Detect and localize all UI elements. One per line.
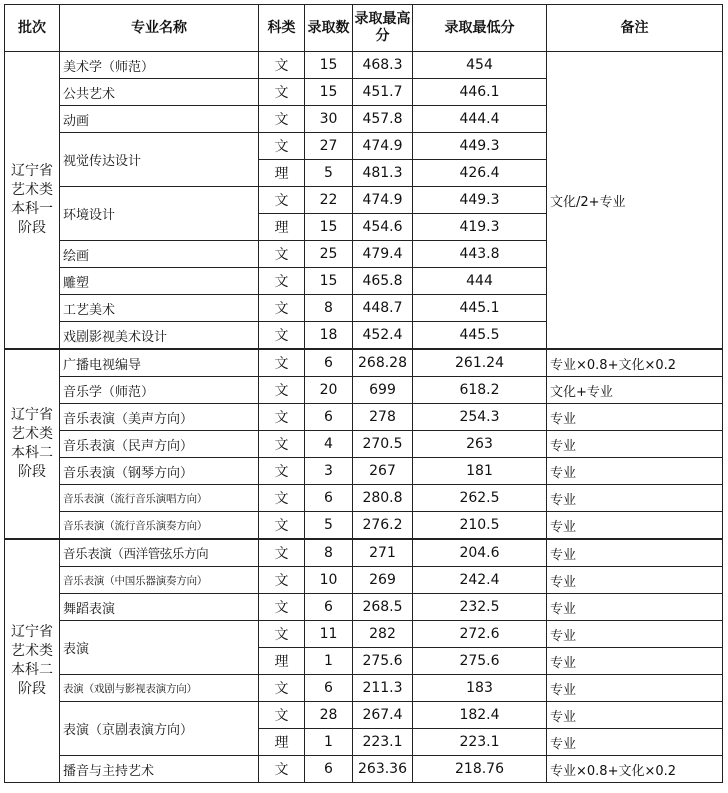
count-cell: 6 <box>305 675 353 702</box>
count-cell: 3 <box>305 458 353 485</box>
table-row <box>5 377 723 404</box>
min-score-cell: 446.1 <box>413 79 547 106</box>
table-row <box>5 512 723 540</box>
count-cell: 6 <box>305 349 353 377</box>
count-cell: 1 <box>305 648 353 675</box>
count-cell: 11 <box>305 621 353 648</box>
batch-line: 阶段 <box>18 220 46 236</box>
major-name-cell: 表演（京剧表演方向） <box>60 702 259 756</box>
count-cell: 20 <box>305 377 353 404</box>
min-score-cell: 261.24 <box>413 349 547 377</box>
admission-table-container <box>4 4 724 783</box>
min-score-cell: 445.1 <box>413 295 547 322</box>
note-cell: 专业×0.8+文化×0.2 <box>547 349 723 377</box>
min-score-cell: 618.2 <box>413 377 547 404</box>
max-score-cell: 275.6 <box>353 648 413 675</box>
batch-cell <box>5 52 60 350</box>
table-row <box>5 594 723 621</box>
max-score-cell: 481.3 <box>353 160 413 187</box>
count-cell: 6 <box>305 756 353 783</box>
max-score-cell: 268.28 <box>353 349 413 377</box>
subject-cell: 文 <box>259 52 305 79</box>
min-score-cell: 183 <box>413 675 547 702</box>
note-cell: 专业 <box>547 621 723 648</box>
subject-cell: 理 <box>259 648 305 675</box>
count-cell: 10 <box>305 567 353 594</box>
major-name-cell: 音乐表演（民声方向） <box>60 431 259 458</box>
min-score-cell: 254.3 <box>413 404 547 431</box>
count-cell: 1 <box>305 729 353 756</box>
max-score-cell: 474.9 <box>353 187 413 214</box>
subject-cell: 文 <box>259 241 305 268</box>
major-name-cell: 动画 <box>60 106 259 133</box>
major-name-cell: 音乐表演（流行音乐演奏方向） <box>60 512 259 540</box>
subject-cell: 文 <box>259 133 305 160</box>
subject-cell: 文 <box>259 512 305 540</box>
max-score-cell: 268.5 <box>353 594 413 621</box>
max-score-cell: 270.5 <box>353 431 413 458</box>
batch-line: 辽宁省 <box>11 163 53 179</box>
batch-line: 辽宁省 <box>11 407 53 423</box>
batch-line: 本科二 <box>11 662 53 678</box>
count-cell: 8 <box>305 295 353 322</box>
note-cell: 专业 <box>547 567 723 594</box>
min-score-cell: 449.3 <box>413 133 547 160</box>
table-row <box>5 431 723 458</box>
max-score-cell: 468.3 <box>353 52 413 79</box>
count-cell: 5 <box>305 160 353 187</box>
max-score-cell: 280.8 <box>353 485 413 512</box>
table-row <box>5 52 723 79</box>
batch-line: 辽宁省 <box>11 624 53 640</box>
max-score-cell: 454.6 <box>353 214 413 241</box>
subject-cell: 理 <box>259 214 305 241</box>
max-score-cell: 451.7 <box>353 79 413 106</box>
count-cell: 15 <box>305 268 353 295</box>
header-max-score: 录取最高分 <box>353 5 413 52</box>
note-cell: 专业 <box>547 729 723 756</box>
table-row <box>5 539 723 567</box>
min-score-cell: 263 <box>413 431 547 458</box>
major-name-cell: 音乐表演（中国乐器演奏方向） <box>60 567 259 594</box>
count-cell: 8 <box>305 539 353 567</box>
count-cell: 15 <box>305 214 353 241</box>
min-score-cell: 419.3 <box>413 214 547 241</box>
header-min-score: 录取最低分 <box>413 5 547 52</box>
subject-cell: 文 <box>259 675 305 702</box>
table-row <box>5 458 723 485</box>
table-row <box>5 756 723 783</box>
batch-cell <box>5 349 60 539</box>
note-cell: 专业×0.8+文化×0.2 <box>547 756 723 783</box>
max-score-cell: 282 <box>353 621 413 648</box>
batch-line: 阶段 <box>18 464 46 480</box>
count-cell: 5 <box>305 512 353 540</box>
min-score-cell: 232.5 <box>413 594 547 621</box>
major-name-cell: 美术学（师范） <box>60 52 259 79</box>
count-cell: 6 <box>305 404 353 431</box>
major-name-cell: 广播电视编导 <box>60 349 259 377</box>
max-score-cell: 465.8 <box>353 268 413 295</box>
header-count: 录取数 <box>305 5 353 52</box>
major-name-cell: 舞蹈表演 <box>60 594 259 621</box>
subject-cell: 文 <box>259 295 305 322</box>
subject-cell: 文 <box>259 377 305 404</box>
table-row <box>5 485 723 512</box>
subject-cell: 文 <box>259 539 305 567</box>
subject-cell: 理 <box>259 160 305 187</box>
count-cell: 27 <box>305 133 353 160</box>
major-name-cell: 绘画 <box>60 241 259 268</box>
note-cell: 专业 <box>547 404 723 431</box>
header-major: 专业名称 <box>60 5 259 52</box>
subject-cell: 文 <box>259 567 305 594</box>
count-cell: 22 <box>305 187 353 214</box>
batch-line: 艺术类 <box>11 643 53 659</box>
batch-cell <box>5 539 60 783</box>
note-cell: 专业 <box>547 675 723 702</box>
count-cell: 30 <box>305 106 353 133</box>
min-score-cell: 262.5 <box>413 485 547 512</box>
note-cell: 文化+专业 <box>547 377 723 404</box>
subject-cell: 文 <box>259 79 305 106</box>
min-score-cell: 181 <box>413 458 547 485</box>
min-score-cell: 210.5 <box>413 512 547 540</box>
subject-cell: 文 <box>259 349 305 377</box>
header-note: 备注 <box>547 5 723 52</box>
table-row <box>5 404 723 431</box>
max-score-cell: 278 <box>353 404 413 431</box>
min-score-cell: 426.4 <box>413 160 547 187</box>
subject-cell: 文 <box>259 187 305 214</box>
note-cell: 文化/2+专业 <box>547 52 723 350</box>
min-score-cell: 242.4 <box>413 567 547 594</box>
max-score-cell: 474.9 <box>353 133 413 160</box>
major-name-cell: 公共艺术 <box>60 79 259 106</box>
count-cell: 25 <box>305 241 353 268</box>
subject-cell: 文 <box>259 404 305 431</box>
max-score-cell: 211.3 <box>353 675 413 702</box>
major-name-cell: 音乐表演（钢琴方向） <box>60 458 259 485</box>
min-score-cell: 454 <box>413 52 547 79</box>
header-subject: 科类 <box>259 5 305 52</box>
max-score-cell: 269 <box>353 567 413 594</box>
note-cell: 专业 <box>547 485 723 512</box>
min-score-cell: 443.8 <box>413 241 547 268</box>
major-name-cell: 音乐表演（美声方向） <box>60 404 259 431</box>
major-name-cell: 表演 <box>60 621 259 675</box>
note-cell: 专业 <box>547 431 723 458</box>
note-cell: 专业 <box>547 539 723 567</box>
max-score-cell: 263.36 <box>353 756 413 783</box>
min-score-cell: 204.6 <box>413 539 547 567</box>
major-name-cell: 环境设计 <box>60 187 259 241</box>
batch-line: 本科二 <box>11 445 53 461</box>
note-cell: 专业 <box>547 702 723 729</box>
note-cell: 专业 <box>547 648 723 675</box>
subject-cell: 文 <box>259 458 305 485</box>
subject-cell: 理 <box>259 729 305 756</box>
min-score-cell: 223.1 <box>413 729 547 756</box>
max-score-cell: 267.4 <box>353 702 413 729</box>
max-score-cell: 457.8 <box>353 106 413 133</box>
min-score-cell: 445.5 <box>413 322 547 350</box>
max-score-cell: 276.2 <box>353 512 413 540</box>
count-cell: 15 <box>305 79 353 106</box>
subject-cell: 文 <box>259 594 305 621</box>
table-row <box>5 702 723 729</box>
subject-cell: 文 <box>259 268 305 295</box>
major-name-cell: 表演（戏剧与影视表演方向） <box>60 675 259 702</box>
subject-cell: 文 <box>259 702 305 729</box>
table-row <box>5 675 723 702</box>
min-score-cell: 444 <box>413 268 547 295</box>
min-score-cell: 218.76 <box>413 756 547 783</box>
count-cell: 15 <box>305 52 353 79</box>
max-score-cell: 699 <box>353 377 413 404</box>
min-score-cell: 272.6 <box>413 621 547 648</box>
batch-line: 艺术类 <box>11 182 53 198</box>
header-row <box>5 5 723 52</box>
table-row <box>5 567 723 594</box>
table-row <box>5 349 723 377</box>
major-name-cell: 音乐表演（流行音乐演唱方向） <box>60 485 259 512</box>
batch-line: 阶段 <box>18 681 46 697</box>
note-cell: 专业 <box>547 512 723 540</box>
major-name-cell: 工艺美术 <box>60 295 259 322</box>
table-body <box>5 52 723 783</box>
major-name-cell: 播音与主持艺术 <box>60 756 259 783</box>
batch-line: 本科一 <box>11 201 53 217</box>
note-cell: 专业 <box>547 594 723 621</box>
max-score-cell: 267 <box>353 458 413 485</box>
major-name-cell: 音乐学（师范） <box>60 377 259 404</box>
subject-cell: 文 <box>259 322 305 350</box>
subject-cell: 文 <box>259 756 305 783</box>
major-name-cell: 视觉传达设计 <box>60 133 259 187</box>
note-cell: 专业 <box>547 458 723 485</box>
table-row <box>5 621 723 648</box>
max-score-cell: 452.4 <box>353 322 413 350</box>
count-cell: 4 <box>305 431 353 458</box>
count-cell: 28 <box>305 702 353 729</box>
count-cell: 18 <box>305 322 353 350</box>
max-score-cell: 448.7 <box>353 295 413 322</box>
subject-cell: 文 <box>259 621 305 648</box>
count-cell: 6 <box>305 485 353 512</box>
min-score-cell: 444.4 <box>413 106 547 133</box>
min-score-cell: 182.4 <box>413 702 547 729</box>
major-name-cell: 雕塑 <box>60 268 259 295</box>
subject-cell: 文 <box>259 431 305 458</box>
major-name-cell: 戏剧影视美术设计 <box>60 322 259 350</box>
min-score-cell: 275.6 <box>413 648 547 675</box>
subject-cell: 文 <box>259 485 305 512</box>
admission-scores-table <box>4 4 723 783</box>
subject-cell: 文 <box>259 106 305 133</box>
max-score-cell: 271 <box>353 539 413 567</box>
max-score-cell: 223.1 <box>353 729 413 756</box>
batch-line: 艺术类 <box>11 426 53 442</box>
min-score-cell: 449.3 <box>413 187 547 214</box>
max-score-cell: 479.4 <box>353 241 413 268</box>
major-name-cell: 音乐表演（西洋管弦乐方向 <box>60 539 259 567</box>
header-batch: 批次 <box>5 5 60 52</box>
count-cell: 6 <box>305 594 353 621</box>
